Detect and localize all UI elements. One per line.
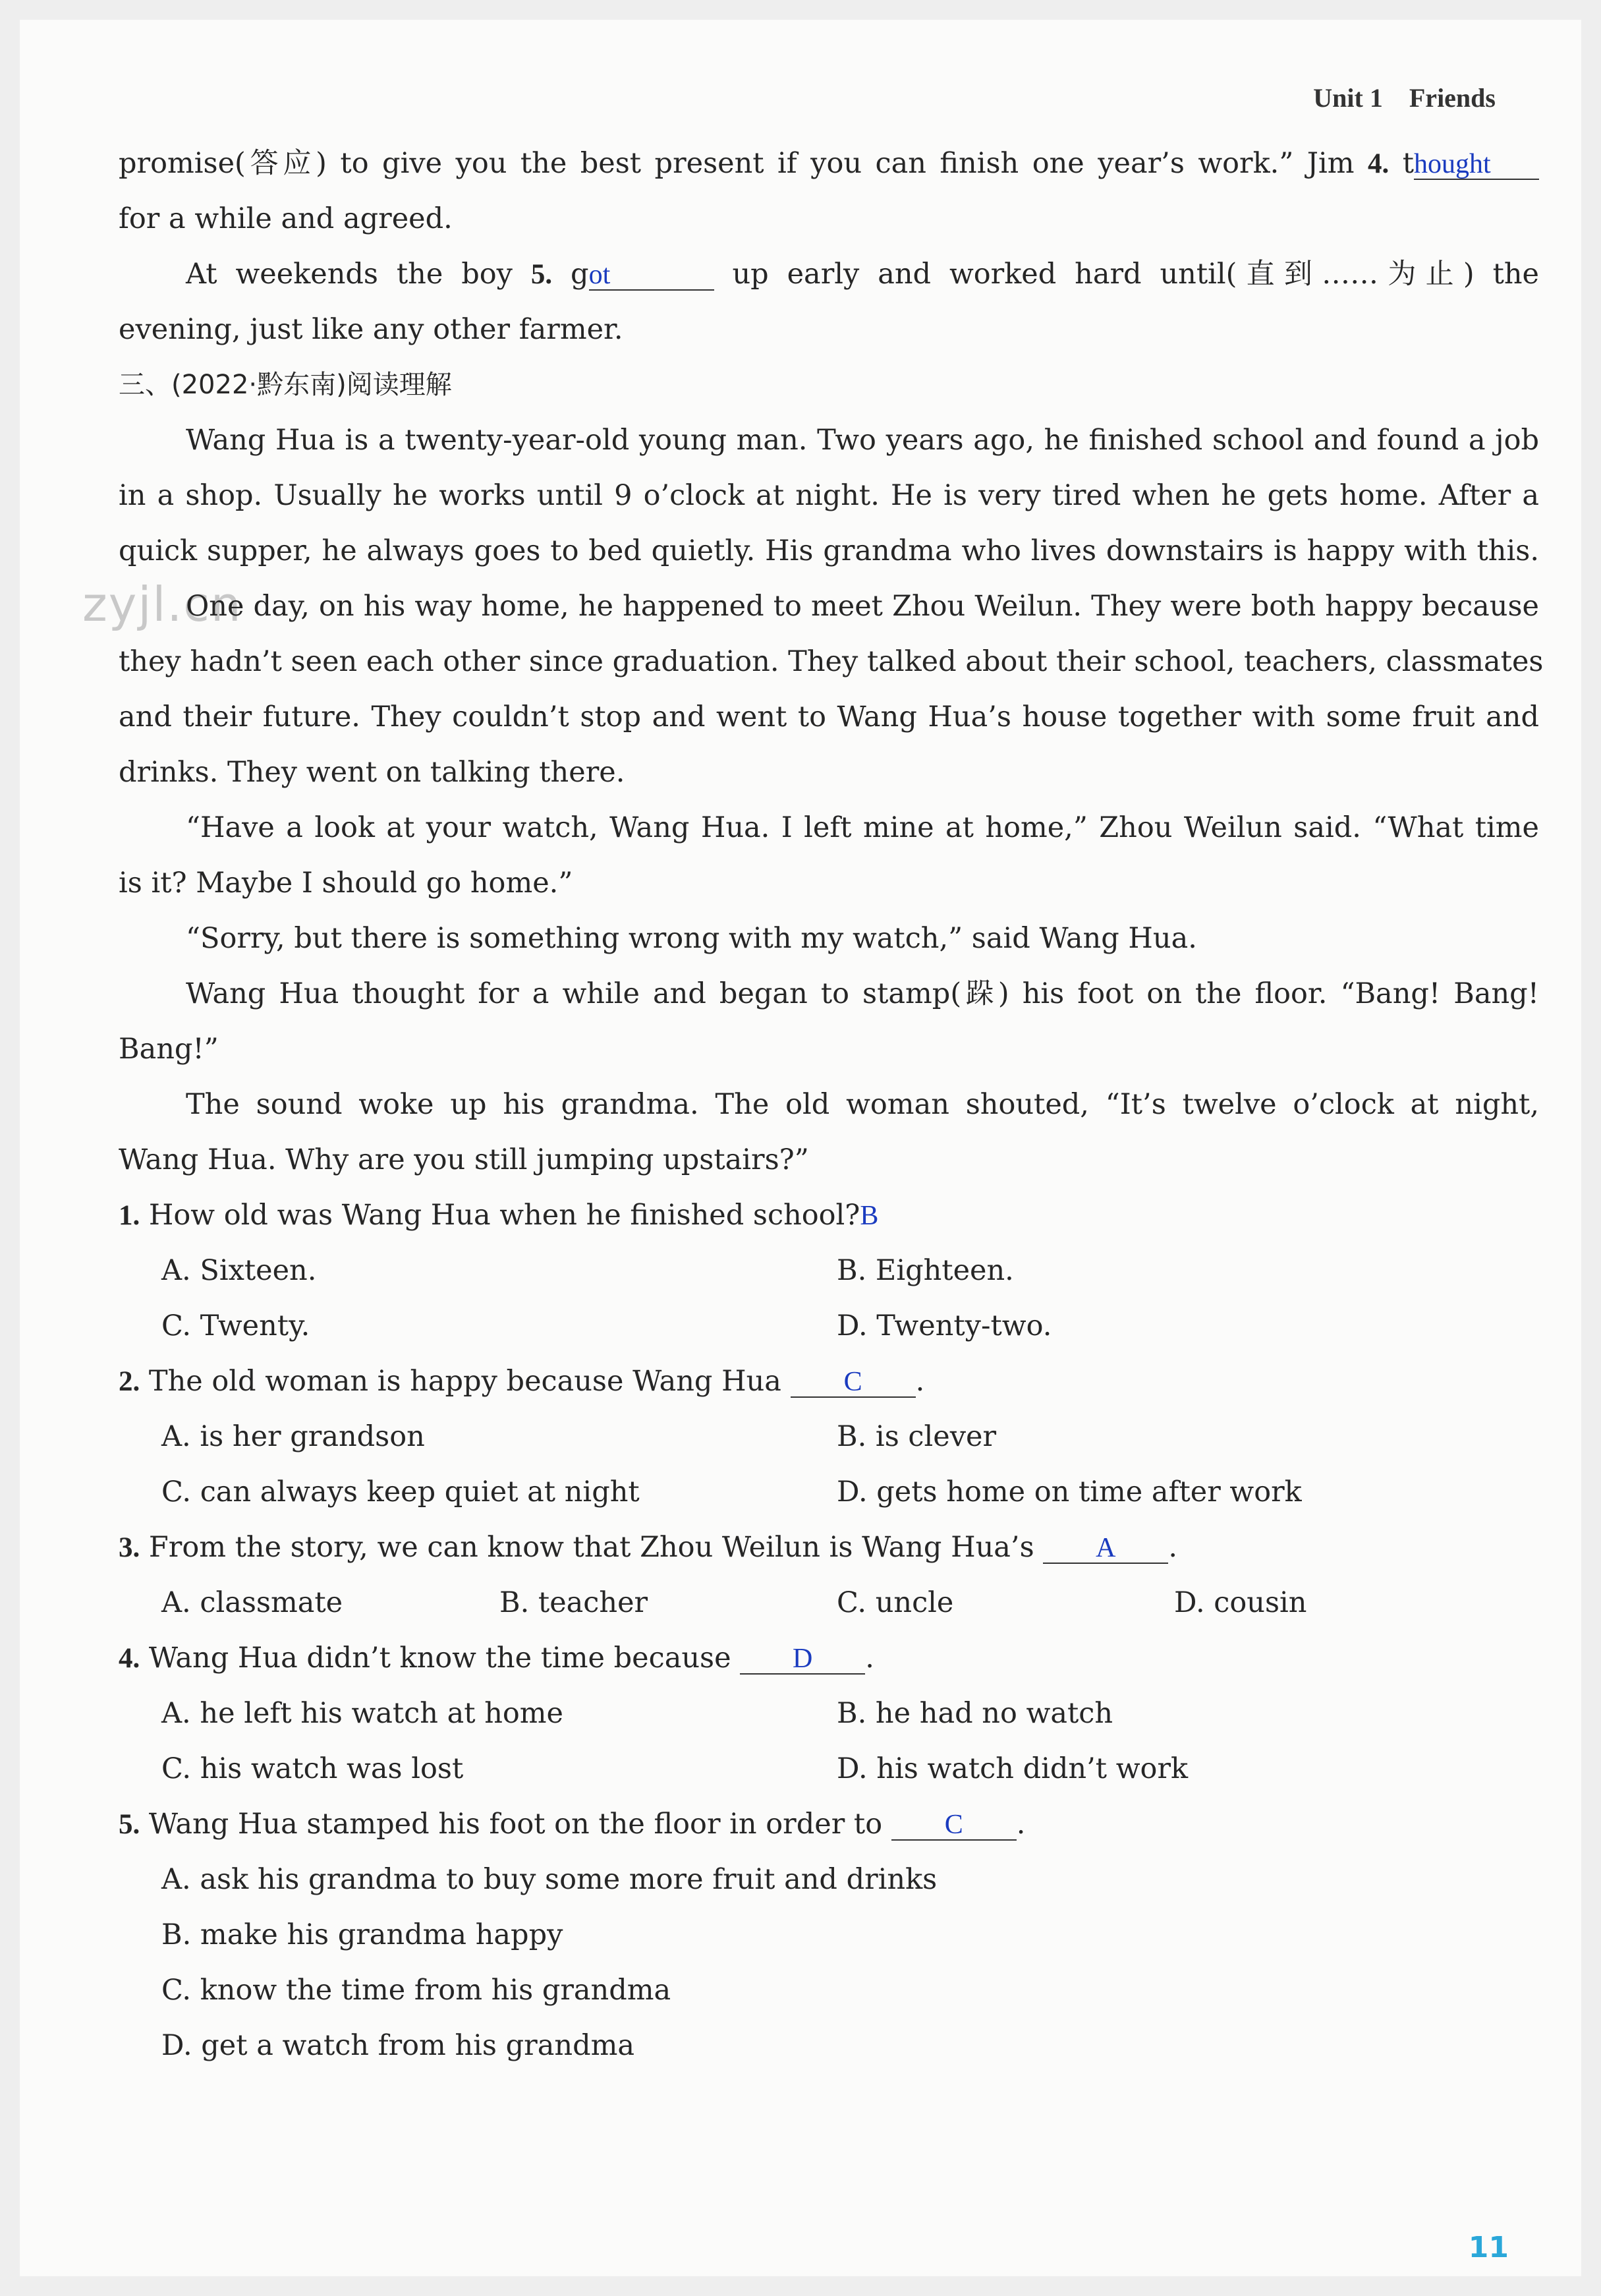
watermark: zyjl.cn — [82, 577, 242, 632]
passage-line: in a shop. Usually he works until 9 o’clock at night. He is very tired when he gets home. After a — [119, 479, 1539, 512]
option-a[interactable]: A. is her grandson — [161, 1420, 425, 1453]
option-a[interactable]: A. classmate — [161, 1586, 343, 1619]
option-c[interactable]: C. uncle — [837, 1586, 954, 1619]
answer-4[interactable]: D — [740, 1644, 865, 1675]
intro-line-1: promise(答应) to give you the best present if you can finish one year’s work.” Jim 4. thought — [119, 146, 1539, 181]
answer-5[interactable]: C — [891, 1810, 1017, 1841]
passage-line: they hadn’t seen each other since graduation. They talked about their school, teachers, classmates — [119, 645, 1544, 678]
option-b[interactable]: B. Eighteen. — [837, 1254, 1014, 1287]
passage-line: Wang Hua. Why are you still jumping upstairs?” — [119, 1143, 809, 1176]
passage-line: is it? Maybe I should go home.” — [119, 867, 573, 900]
passage-line: Wang Hua thought for a while and began to stamp(跺) his foot on the floor. “Bang! Bang! — [186, 977, 1539, 1010]
question-2: 2. The old woman is happy because Wang Hua C . — [119, 1365, 925, 1398]
cloze-number-5: 5. — [530, 259, 553, 290]
question-3: 3. From the story, we can know that Zhou Weilun is Wang Hua’s A . — [119, 1531, 1178, 1564]
header-unit: Unit 1 — [1313, 83, 1383, 113]
answer-2[interactable]: C — [791, 1367, 916, 1398]
passage-line: drinks. They went on talking there. — [119, 756, 625, 789]
option-a[interactable]: A. Sixteen. — [161, 1254, 317, 1287]
answer-1[interactable]: B — [860, 1201, 879, 1231]
question-4: 4. Wang Hua didn’t know the time because D . — [119, 1642, 874, 1675]
option-c[interactable]: C. Twenty. — [161, 1309, 310, 1342]
question-1: 1. How old was Wang Hua when he finished school?B — [119, 1199, 879, 1232]
option-d[interactable]: D. gets home on time after work — [837, 1476, 1302, 1508]
option-a[interactable]: A. ask his grandma to buy some more fruit and drinks — [161, 1863, 938, 1896]
option-d[interactable]: D. Twenty-two. — [837, 1309, 1052, 1342]
option-c[interactable]: C. can always keep quiet at night — [161, 1476, 640, 1508]
question-5: 5. Wang Hua stamped his foot on the floor in order to C . — [119, 1808, 1026, 1841]
intro-line-2: for a while and agreed. — [119, 202, 453, 235]
option-d[interactable]: D. get a watch from his grandma — [161, 2029, 635, 2062]
passage-line: Wang Hua is a twenty-year-old young man. Two years ago, he finished school and found a job — [186, 424, 1539, 457]
page-header — [1313, 82, 1496, 113]
intro-line-4: evening, just like any other farmer. — [119, 313, 623, 346]
passage-line: “Have a look at your watch, Wang Hua. I left mine at home,” Zhou Weilun said. “What time — [186, 811, 1539, 844]
passage-line: and their future. They couldn’t stop and went to Wang Hua’s house together with some fruit and — [119, 701, 1539, 733]
option-b[interactable]: B. make his grandma happy — [161, 1918, 563, 1951]
option-b[interactable]: B. is clever — [837, 1420, 997, 1453]
passage-line: The sound woke up his grandma. The old woman shouted, “It’s twelve o’clock at night, — [186, 1088, 1539, 1121]
passage-line: “Sorry, but there is something wrong with my watch,” said Wang Hua. — [186, 922, 1197, 955]
section-title: 三、(2022·黔东南)阅读理解 — [119, 370, 452, 400]
answer-3[interactable]: A — [1043, 1534, 1168, 1564]
option-c[interactable]: C. his watch was lost — [161, 1752, 464, 1785]
passage-line: quick supper, he always goes to bed quietly. His grandma who lives downstairs is happy with this. — [119, 534, 1539, 567]
cloze-answer-4[interactable]: hought — [1414, 150, 1539, 180]
cloze-answer-5[interactable]: ot — [589, 260, 714, 291]
option-a[interactable]: A. he left his watch at home — [161, 1697, 563, 1730]
option-d[interactable]: D. cousin — [1174, 1586, 1307, 1619]
header-title: Friends — [1409, 83, 1496, 113]
option-b[interactable]: B. he had no watch — [837, 1697, 1113, 1730]
option-b[interactable]: B. teacher — [499, 1586, 648, 1619]
passage-line: Bang!” — [119, 1033, 219, 1066]
workbook-page — [20, 20, 1581, 2276]
passage-line: One day, on his way home, he happened to meet Zhou Weilun. They were both happy because — [186, 590, 1539, 623]
intro-line-3: At weekends the boy 5. got up early and worked hard until(直到……为止) the — [186, 258, 1540, 291]
option-c[interactable]: C. know the time from his grandma — [161, 1974, 671, 2007]
cloze-number-4: 4. — [1368, 148, 1390, 179]
page-number: 11 — [1468, 2231, 1509, 2264]
option-d[interactable]: D. his watch didn’t work — [837, 1752, 1189, 1785]
